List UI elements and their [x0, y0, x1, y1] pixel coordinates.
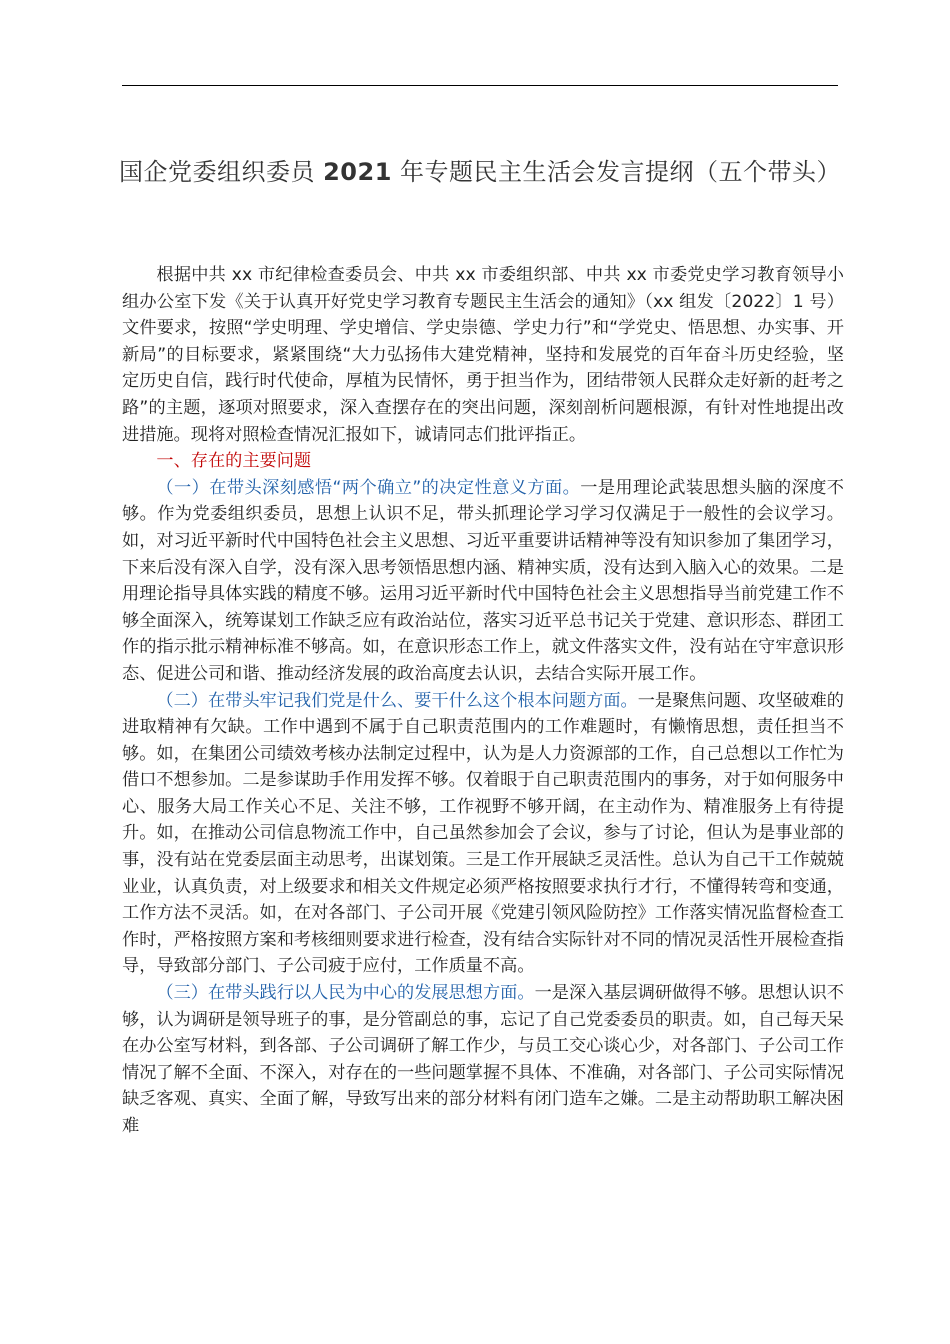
item-text-2: 一是聚焦问题、攻坚破难的进取精神有欠缺。工作中遇到不属于自己职责范围内的工作难题时，有懒惰思想，责任担当不够。如，在集团公司绩效考核办法制定过程中，认为是人力资源部的工作，自己总想以工作忙为借口不想参加。二是参谋助手作用发挥不够。仅着眼于自己职责范围内的事务，对于如何服务中心、服务大局工作关心不足、关注不够，工作视野不够开阔，在主动作为、精准服务上有待提升。如，在推动公司信息物流工作中，自己虽然参加会了会议，参与了讨论，但认为是事业部的事，没有站在党委层面主动思考，出谋划策。三是工作开展缺乏灵活性。总认为自己干工作兢兢业业，认真负责，对上级要求和相关文件规定必须严格按照要求执行才行，不懂得转弯和变通，工作方法不灵活。如，在对各部门、子公司开展《党建引领风险防控》工作落实情况监督检查工作时，严格按照方案和考核细则要求进行检查，没有结合实际针对不同的情况灵活性开展检查指导，导致部分部门、子公司疲于应付，工作质量不高。 [122, 690, 844, 977]
item-paragraph-2 [122, 688, 844, 981]
item-text-3: 一是深入基层调研做得不够。思想认识不够，认为调研是领导班子的事，是分管副总的事，忘记了自己党委委员的职责。如，自己每天呆在办公室写材料，到各部、子公司调研了解工作少，与员工交心谈心少，对各部门、子公司工作情况了解不全面、不深入，对存在的一些问题掌握不具体、不准确，对各部门、子公司实际情况缺乏客观、真实、全面了解，导致写出来的部分材料有闭门造车之嫌。二是主动帮助职工解决困难 [122, 983, 844, 1136]
section-heading: 一、存在的主要问题 [156, 451, 312, 472]
document-title [118, 146, 842, 198]
title-year: 2021 [323, 158, 392, 186]
item-heading-3: （三）在带头践行以人民为中心的发展思想方面。 [156, 983, 535, 1004]
title-text-prefix: 国企党委组织委员 [118, 158, 324, 186]
intro-paragraph: 根据中共 xx 市纪律检查委员会、中共 xx 市委组织部、中共 xx 市委党史学习教育领导小组办公室下发《关于认真开好党史学习教育专题民主生活会的通知》（xx 组发〔2022〕1 号）文件要求，按照“学史明理、学史增信、学史崇德、学史力行”和“学党史、悟思想、办实事、开新局”的目标要求，紧紧围绕“大力弘扬伟大建党精神，坚持和发展党的百年奋斗历史经验，坚定历史自信，践行时代使命，厚植为民情怀，勇于担当作为，团结带领人民群众走好新的赶考之路”的主题，逐项对照要求，深入查摆存在的突出问题，深刻剖析问题根源，有针对性地提出改进措施。现将对照检查情况汇报如下，诚请同志们批评指正。 [122, 265, 844, 445]
header-rule [122, 85, 838, 86]
document-body [122, 262, 844, 1140]
item-text-1: 一是用理论武装思想头脑的深度不够。作为党委组织委员，思想上认识不足，带头抓理论学习学习仅满足于一般性的会议学习。如，对习近平新时代中国特色社会主义思想、习近平重要讲话精神等没有知识参加了集团学习，下来后没有深入自学，没有深入思考领悟思想内涵、精神实质，没有达到入脑入心的效果。二是用理论指导具体实践的精度不够。运用习近平新时代中国特色社会主义思想指导当前党建工作不够全面深入，统筹谋划工作缺乏应有政治站位，落实习近平总书记关于党建、意识形态、群团工作的指示批示精神标准不够高。如，在意识形态工作上，就文件落实文件，没有站在守牢意识形态、促进公司和谐、推动经济发展的政治高度去认识，去结合实际开展工作。 [122, 477, 844, 684]
item-heading-2: （二）在带头牢记我们党是什么、要干什么这个根本问题方面。 [156, 690, 638, 711]
item-paragraph-1 [122, 475, 844, 688]
item-heading-1: （一）在带头深刻感悟“两个确立”的决定性意义方面。 [156, 477, 581, 498]
item-paragraph-3 [122, 980, 844, 1140]
title-text-suffix: 年专题民主生活会发言提纲（五个带头） [391, 158, 842, 186]
